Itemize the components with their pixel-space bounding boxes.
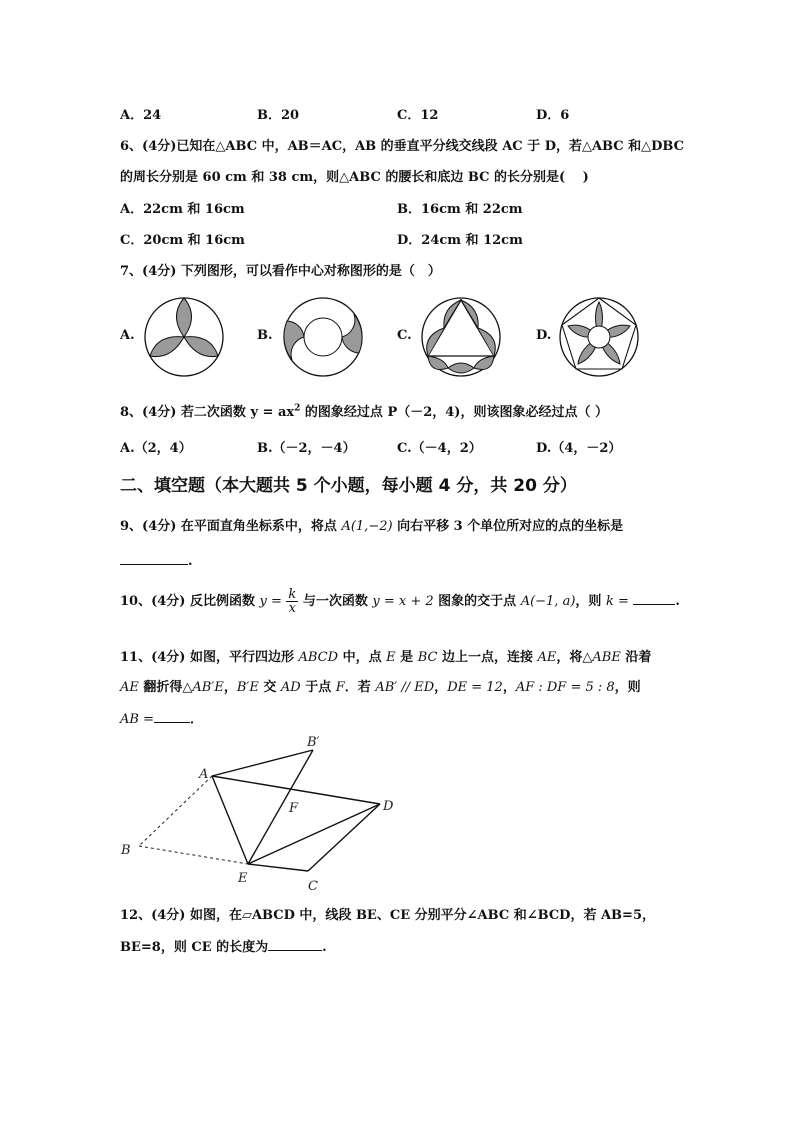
q7-label-c: C. [397,328,412,343]
q6-option-a: A．22cm 和 16cm [120,202,245,217]
q7-figure-a [143,296,225,378]
q6-text-line1: 6、(4分)已知在△ABC 中，AB＝AC，AB 的垂直平分线交线段 AC 于 D，若△ABC 和△DBC [120,139,685,154]
q8-option-c: C.（－4，2） [397,441,482,456]
q9-answer-line: . [120,552,193,569]
q6-option-b: B．16cm 和 22cm [397,202,523,217]
q5-option-a: A．24 [120,108,162,123]
q12-text-line1: 12、(4分) 如图，在▱ABCD 中，线段 BE、CE 分别平分∠ABC 和∠BCD，若 AB=5， [120,908,655,923]
fig-label-f: F [289,801,299,816]
q7-figure-d [558,296,640,378]
q10-text: 10、(4分) 反比例函数 y = $\frac{k}{x}$ 与一次函数 y = x + 2 图象的交于点 A(−1, a)，则 k = . [120,587,680,616]
fig-label-b-prime: B′ [307,735,320,750]
q7-figure-b [282,296,364,378]
q11-text-line1: 11、(4分) 如图，平行四边形 ABCD 中，点 E 是 BC 边上一点，连接 AE，将△ABE 沿着 [120,650,652,665]
q8-text: 8、(4分) 若二次函数 $y = ax^2$ 的图象经过点 P（－2，4)，则该图象必经过点（ ） [120,403,608,420]
q5-option-c: C．12 [397,108,439,123]
q6-option-d: D．24cm 和 12cm [397,233,523,248]
q8-option-a: A.（2，4） [120,441,192,456]
fig-label-e: E [238,871,248,886]
q10-fraction: $\frac{k}{x}$ [288,587,297,616]
q8-option-d: D.（4，－2） [536,441,622,456]
q7-label-b: B. [257,328,273,343]
q7-text: 7、(4分) 下列图形，可以看作中心对称图形的是（ ） [120,264,441,279]
fig-label-b: B [121,843,131,858]
q5-option-d: D．6 [536,108,570,123]
q7-label-d: D. [536,328,552,343]
section-2-heading: 二、填空题（本大题共 5 个小题，每小题 4 分，共 20 分） [120,476,577,496]
q11-text-line3: AB = ． [120,712,203,727]
q10-blank[interactable] [633,592,675,605]
q11-figure [115,730,395,895]
q9-text: 9、(4分) 在平面直角坐标系中，将点 A(1,−2) 向右平移 3 个单位所对应的点的坐标是 [120,519,624,534]
q11-text-line2: AE 翻折得△AB′E，B′E 交 AD 于点 F．若 AB′ // ED，DE = 12，AF : DF = 5 : 8，则 [120,680,641,695]
q7-figure-c [420,296,502,378]
q5-option-b: B．20 [257,108,300,123]
q7-label-a: A. [120,328,135,343]
q6-option-c: C．20cm 和 16cm [120,233,245,248]
fig-label-a: A [199,767,209,782]
q12-text-line2: BE=8，则 CE 的长度为 . [120,940,327,955]
q8-option-b: B.（－2，－4） [257,441,356,456]
q11-blank[interactable] [154,710,190,723]
fig-label-c: C [308,879,318,894]
fig-label-d: D [383,799,394,814]
q9-blank[interactable] [120,552,188,565]
q6-text-line2: 的周长分别是 60 cm 和 38 cm，则△ABC 的腰长和底边 BC 的长分别是( ) [120,170,589,185]
q12-blank[interactable] [268,938,322,951]
